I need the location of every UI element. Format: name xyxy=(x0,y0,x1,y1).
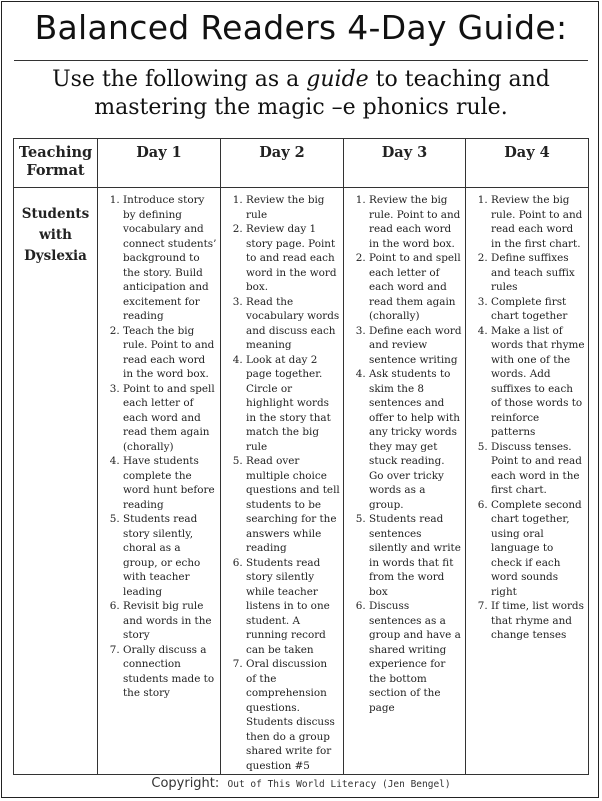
list-item: 7. If time, list words that rhyme and change tenses xyxy=(491,599,585,643)
list-item: 5. Students read sentences silently and write in words that fit from the word box xyxy=(369,512,462,599)
day-2-cell xyxy=(221,188,344,775)
page-title: Balanced Readers 4-Day Guide: xyxy=(34,8,568,47)
list-item: 5. Read over multiple choice questions and tell students to be searching for the answers while reading xyxy=(246,454,340,556)
list-item: 6. Revisit big rule and words in the story xyxy=(123,599,217,643)
list-item: 5. Students read story silently, choral as a group, or echo with teacher leading xyxy=(123,512,217,599)
list-item: 4. Ask students to skim the 8 sentences and offer to help with any tricky words they may get stuck reading. Go over tricky words as a group. xyxy=(369,367,462,512)
header-day-4: Day 4 xyxy=(466,139,589,188)
copyright-owner: Out of This World Literacy (Jen Bengel) xyxy=(227,779,451,790)
list-item: 2. Point to and spell each letter of each word and read them again (chorally) xyxy=(369,251,462,324)
day-2-steps xyxy=(222,193,340,773)
header-day-3: Day 3 xyxy=(344,139,466,188)
list-item: 3. Complete first chart together xyxy=(491,295,585,324)
list-item: 5. Discuss tenses. Point to and read each word in the first chart. xyxy=(491,440,585,498)
subtitle-text-1: Use the following as a xyxy=(52,67,307,92)
list-item: 6. Complete second chart together, using oral language to check if each word sounds right xyxy=(491,498,585,600)
list-item: 2. Teach the big rule. Point to and read each word in the word box. xyxy=(123,324,217,382)
list-item: 4. Look at day 2 page together. Circle or highlight words in the story that match the big rule xyxy=(246,353,340,455)
list-item: 3. Read the vocabulary words and discuss each meaning xyxy=(246,295,340,353)
list-item: 2. Define suffixes and teach suffix rules xyxy=(491,251,585,295)
list-item: 7. Oral discussion of the comprehension questions. Students discuss then do a group shared write for question #5 xyxy=(246,657,340,773)
header-day-1: Day 1 xyxy=(98,139,221,188)
subtitle-guide-word: guide xyxy=(306,67,369,92)
subtitle xyxy=(20,66,582,122)
list-item: 2. Review day 1 story page. Point to and read each word in the word box. xyxy=(246,222,340,295)
list-item: 3. Define each word and review sentence writing xyxy=(369,324,462,368)
header-day-2: Day 2 xyxy=(221,139,344,188)
copyright-label: Copyright: xyxy=(151,776,220,791)
list-item: 6. Discuss sentences as a group and have a shared writing experience for the bottom section of the page xyxy=(369,599,462,715)
list-item: 1. Introduce story by defining vocabulary and connect students’ background to the story. Build anticipation and excitement for reading xyxy=(123,193,217,324)
day-3-steps xyxy=(345,193,462,715)
day-4-cell xyxy=(466,188,589,775)
header-row xyxy=(14,139,589,188)
day-1-steps xyxy=(99,193,217,701)
footer-copyright xyxy=(0,776,602,791)
title-divider xyxy=(14,60,588,61)
subtitle-text-2: to teaching and mastering the magic –e phonics rule. xyxy=(94,67,550,120)
list-item: 7. Orally discuss a connection students made to the story xyxy=(123,643,217,701)
list-item: 1. Review the big rule. Point to and read each word in the first chart. xyxy=(491,193,585,251)
list-item: 4. Make a list of words that rhyme with one of the words. Add suffixes to each of those words to reinforce patterns xyxy=(491,324,585,440)
header-teaching-format: Teaching Format xyxy=(14,139,98,188)
list-item: 1. Review the big rule. Point to and read each word in the word box. xyxy=(369,193,462,251)
list-item: 4. Have students complete the word hunt before reading xyxy=(123,454,217,512)
day-3-cell xyxy=(344,188,466,775)
day-1-cell xyxy=(98,188,221,775)
row-label: Students with Dyslexia xyxy=(14,188,98,775)
list-item: 1. Review the big rule xyxy=(246,193,340,222)
list-item: 3. Point to and spell each letter of each word and read them again (chorally) xyxy=(123,382,217,455)
day-4-steps xyxy=(467,193,585,643)
list-item: 6. Students read story silently while teacher listens in to one student. A running record can be taken xyxy=(246,556,340,658)
guide-table xyxy=(13,138,589,775)
table-row xyxy=(14,188,589,775)
